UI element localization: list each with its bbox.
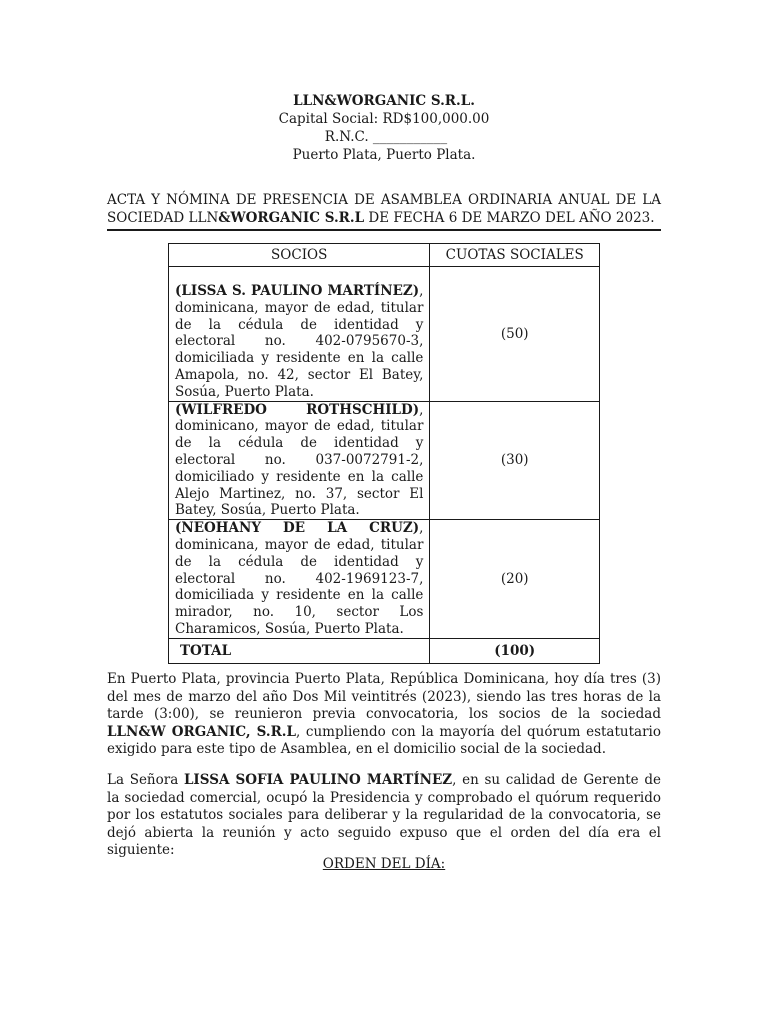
table-row	[169, 401, 600, 520]
header-socios: SOCIOS	[169, 244, 430, 267]
orden-text: ORDEN DEL DÍA:	[322, 856, 446, 872]
p1-text1: En Puerto Plata, provincia Puerto Plata, República Dominicana, hoy día tres (3) del mes de marzo del año Dos Mil veintitrés (2023), siendo las tres horas de la tarde (3:00), se reunieron previa convocatoria, los socios de la sociedad	[107, 671, 661, 722]
socio-cell	[169, 267, 430, 402]
socio-name: (NEOHANY DE LA CRUZ)	[175, 520, 420, 537]
title-part3: DE FECHA 6 DE MARZO DEL AÑO 2023.	[364, 210, 655, 226]
socio-details: , dominicana, mayor de edad, titular de la cédula de identidad y electoral no. 402-1969123-7, domiciliada y residente en la calle mirador, no. 10, sector Los Charamicos, Sosúa, Puerto Plata.	[175, 520, 424, 637]
title-part1: ACTA Y NÓMINA DE PRESENCIA DE ASAMBLEA ORDINARIA ANUAL DE LA SOCIEDAD LLN	[107, 192, 661, 226]
p2-text2: , en su calidad de Gerente de la sociedad comercial, ocupó la Presidencia y comprobado el quórum requerido por los estatutos sociales para deliberar y la regularidad de la convocatoria, se dejó abierta la reunión y acto seguido expuso que el orden del día era el siguiente:	[107, 772, 661, 858]
table-row	[169, 267, 600, 402]
p1-text2: , cumpliendo con la mayoría del quórum estatutario exigido para este tipo de Asamblea, en el domicilio social de la sociedad.	[107, 723, 661, 757]
paragraph-presidency	[107, 772, 661, 860]
capital-social: Capital Social: RD$100,000.00	[278, 111, 490, 127]
paragraph-meeting-opening	[107, 671, 661, 759]
location-line: Puerto Plata, Puerto Plata.	[292, 147, 476, 163]
socio-name: (WILFREDO ROTHSCHILD)	[175, 401, 420, 418]
socios-table	[168, 243, 600, 664]
table-header-row	[169, 244, 600, 267]
cuota-cell: (50)	[430, 267, 600, 402]
cuota-cell: (30)	[430, 401, 600, 520]
cuota-cell: (20)	[430, 520, 600, 639]
total-value: (100)	[430, 638, 600, 663]
rnc-line: R.N.C. ___________	[324, 129, 448, 145]
title-company: &WORGANIC S.R.L	[218, 210, 365, 226]
company-name: LLN&WORGANIC S.R.L.	[293, 93, 475, 109]
orden-del-dia-heading	[0, 856, 768, 872]
header-cuotas: CUOTAS SOCIALES	[430, 244, 600, 267]
socio-name: (LISSA S. PAULINO MARTÍNEZ)	[175, 283, 420, 299]
socio-details: , dominicana, mayor de edad, titular de la cédula de identidad y electoral no. 402-0795670-3, domiciliada y residente en la calle Amapola, no. 42, sector El Batey, Sosúa, Puerto Plata.	[175, 283, 424, 400]
table-total-row	[169, 638, 600, 663]
total-label: TOTAL	[169, 638, 430, 663]
document-title	[107, 191, 661, 231]
table-row	[169, 520, 600, 639]
p2-text1: La Señora	[107, 772, 184, 788]
p2-name: LISSA SOFIA PAULINO MARTÍNEZ	[183, 772, 453, 788]
socio-cell	[169, 520, 430, 639]
socio-cell	[169, 401, 430, 520]
socio-details: , dominicano, mayor de edad, titular de la cédula de identidad y electoral no. 037-0072791-2, domiciliado y residente en la calle Alejo Martinez, no. 37, sector El Batey, Sosúa, Puerto Plata.	[175, 401, 424, 519]
p1-company: LLN&W ORGANIC, S.R.L	[107, 723, 296, 740]
document-header	[0, 92, 768, 164]
